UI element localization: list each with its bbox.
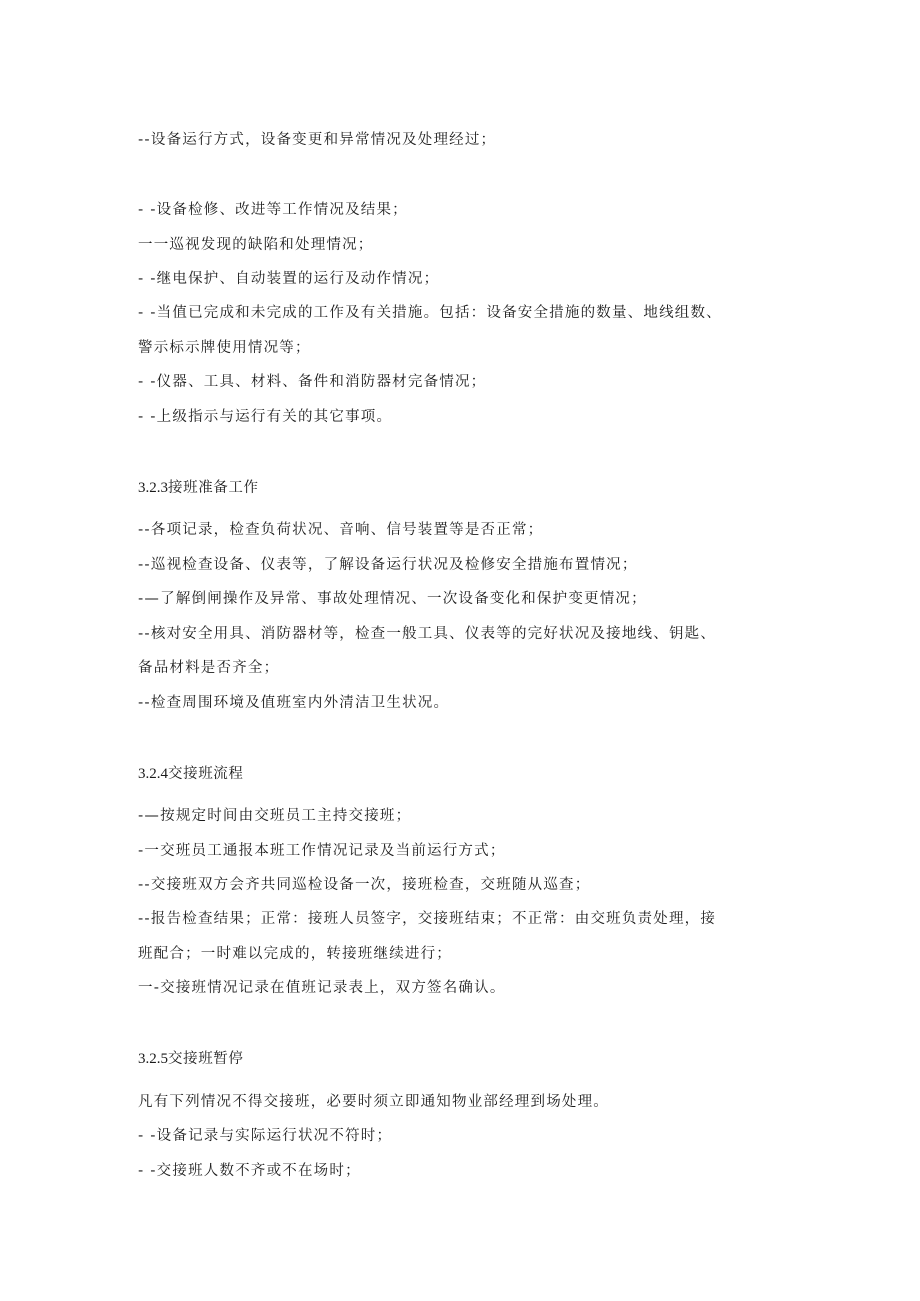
section-number: 3.2.5 [138,1051,168,1067]
text-line: --报告检查结果；正常：接班人员签字，交接班结束；不正常：由交班负责处理，接 [138,911,717,927]
text-line: -一交班员工通报本班工作情况记录及当前运行方式； [138,843,506,859]
text-line: - -当值已完成和未完成的工作及有关措施。包括：设备安全措施的数量、地线组数、 [138,305,722,321]
text-line: -—按规定时间由交班员工主持交接班； [138,808,412,824]
text-line: 一一巡视发现的缺陷和处理情况； [138,237,374,253]
text-line: - -设备检修、改进等工作情况及结果； [138,202,408,218]
section-number: 3.2.3 [138,480,168,496]
text-line: - -仪器、工具、材料、备件和消防器材完备情况； [138,374,487,390]
section-heading [138,764,244,784]
text-line: - -设备记录与实际运行状况不符时； [138,1128,393,1144]
section-title: 交接班流程 [168,766,244,782]
text-line: 一-交接班情况记录在值班记录表上，双方签名确认。 [138,980,506,996]
text-line: --设备运行方式，设备变更和异常情况及处理经过； [138,132,497,148]
text-line: - -上级指示与运行有关的其它事项。 [138,409,393,425]
section-title: 交接班暂停 [168,1051,244,1067]
text-line: --巡视检查设备、仪表等，了解设备运行状况及检修安全措施布置情况； [138,557,638,573]
text-line: 警示标示牌使用情况等； [138,340,311,356]
section-title: 接班准备工作 [168,480,259,496]
text-line: 班配合；一时难以完成的，转接班继续进行； [138,946,452,962]
section-heading [138,1049,244,1069]
text-line: --各项记录，检查负荷状况、音响、信号装置等是否正常； [138,522,544,538]
text-line: 凡有下列情况不得交接班，必要时须立即通知物业部经理到场处理。 [138,1094,609,1110]
section-heading [138,478,259,498]
text-line: --核对安全用具、消防器材等，检查一般工具、仪表等的完好状况及接地线、钥匙、 [138,626,717,642]
text-line: --检查周围环境及值班室内外清洁卫生状况。 [138,695,450,711]
text-line: - -交接班人数不齐或不在场时； [138,1163,361,1179]
text-line: 备品材料是否齐全； [138,660,280,676]
text-line: -—了解倒闸操作及异常、事故处理情况、一次设备变化和保护变更情况； [138,591,647,607]
section-number: 3.2.4 [138,766,168,782]
text-line: - -继电保护、自动装置的运行及动作情况； [138,271,440,287]
text-line: --交接班双方会齐共同巡检设备一次，接班检查，交班随从巡查； [138,877,591,893]
